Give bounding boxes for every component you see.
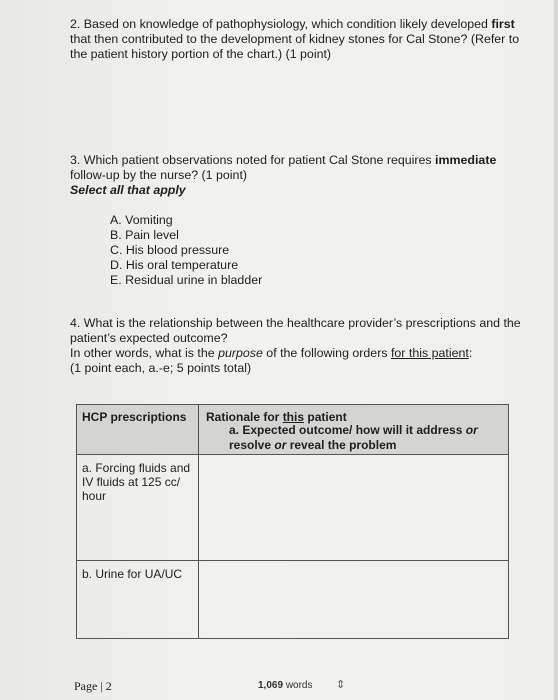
status-bar xyxy=(0,672,558,700)
q3-option-d: D. His oral temperature xyxy=(110,258,239,272)
q4-line-2-mid: of the following orders xyxy=(262,346,391,360)
rationale-post: patient xyxy=(304,410,347,424)
q3-option-e: E. Residual urine in bladder xyxy=(110,273,263,287)
table-cell-row-a: a. Forcing fluids and IV fluids at 125 cc/ hour xyxy=(82,461,191,503)
q3-text-post: follow-up by the nurse? (1 point) xyxy=(70,168,248,182)
table-cell-row-b: b. Urine for UA/UC xyxy=(82,567,183,581)
page-number: Page | 2 xyxy=(74,679,112,693)
q4-line-2-em: purpose xyxy=(218,346,263,360)
q3-option-b: B. Pain level xyxy=(110,228,179,242)
subpoint-or-1: or xyxy=(465,423,478,437)
col-header-hcp: HCP prescriptions xyxy=(82,410,187,424)
q4-line-3: (1 point each, a.-e; 5 points total) xyxy=(70,361,252,375)
word-count[interactable] xyxy=(258,680,313,691)
q3-option-a: A. Vomiting xyxy=(110,213,173,227)
q2-emphasis: first xyxy=(491,17,515,31)
subpoint-post: reveal the problem xyxy=(286,437,397,452)
q3-text-pre: 3. Which patient observations noted for patient Cal Stone requires xyxy=(70,153,436,167)
subpoint-mid: resolve xyxy=(229,437,275,452)
chevron-up-down-icon[interactable]: ⇕ xyxy=(336,679,346,691)
q3-options-list xyxy=(110,213,262,288)
question-4 xyxy=(70,316,530,376)
q3-select-instruction: Select all that apply xyxy=(70,183,186,197)
rationale-pre: Rationale for xyxy=(206,410,283,424)
word-count-number: 1,069 xyxy=(258,680,284,691)
subpoint-or-2: or xyxy=(274,437,287,452)
q4-line-2-underlined: for this patient xyxy=(390,346,469,360)
col-header-rationale xyxy=(206,410,347,424)
q4-line-2-post: : xyxy=(468,346,473,360)
table-column-divider xyxy=(198,405,199,638)
q4-line-1: 4. What is the relationship between the healthcare provider’s prescriptions and the patient’s expected outcome? xyxy=(70,316,521,345)
table-row-divider xyxy=(77,560,508,561)
word-count-label: words xyxy=(285,680,313,691)
col-header-subpoint xyxy=(229,423,499,452)
subpoint-pre: a. Expected outcome/ how will it address xyxy=(229,423,466,437)
q4-line-2-pre: In other words, what is the xyxy=(70,346,219,360)
question-3 xyxy=(70,153,520,198)
question-2 xyxy=(70,17,530,62)
rationale-underlined: this xyxy=(282,410,305,424)
prescriptions-table xyxy=(76,404,509,639)
q3-emphasis: immediate xyxy=(435,153,497,167)
q3-option-c: C. His blood pressure xyxy=(110,243,230,257)
q2-text-post: that then contributed to the development of kidney stones for Cal Stone? (Refer to the patient history portion of the chart.) (1 point) xyxy=(70,32,520,61)
q2-text-pre: 2. Based on knowledge of pathophysiology, which condition likely developed xyxy=(70,17,492,31)
